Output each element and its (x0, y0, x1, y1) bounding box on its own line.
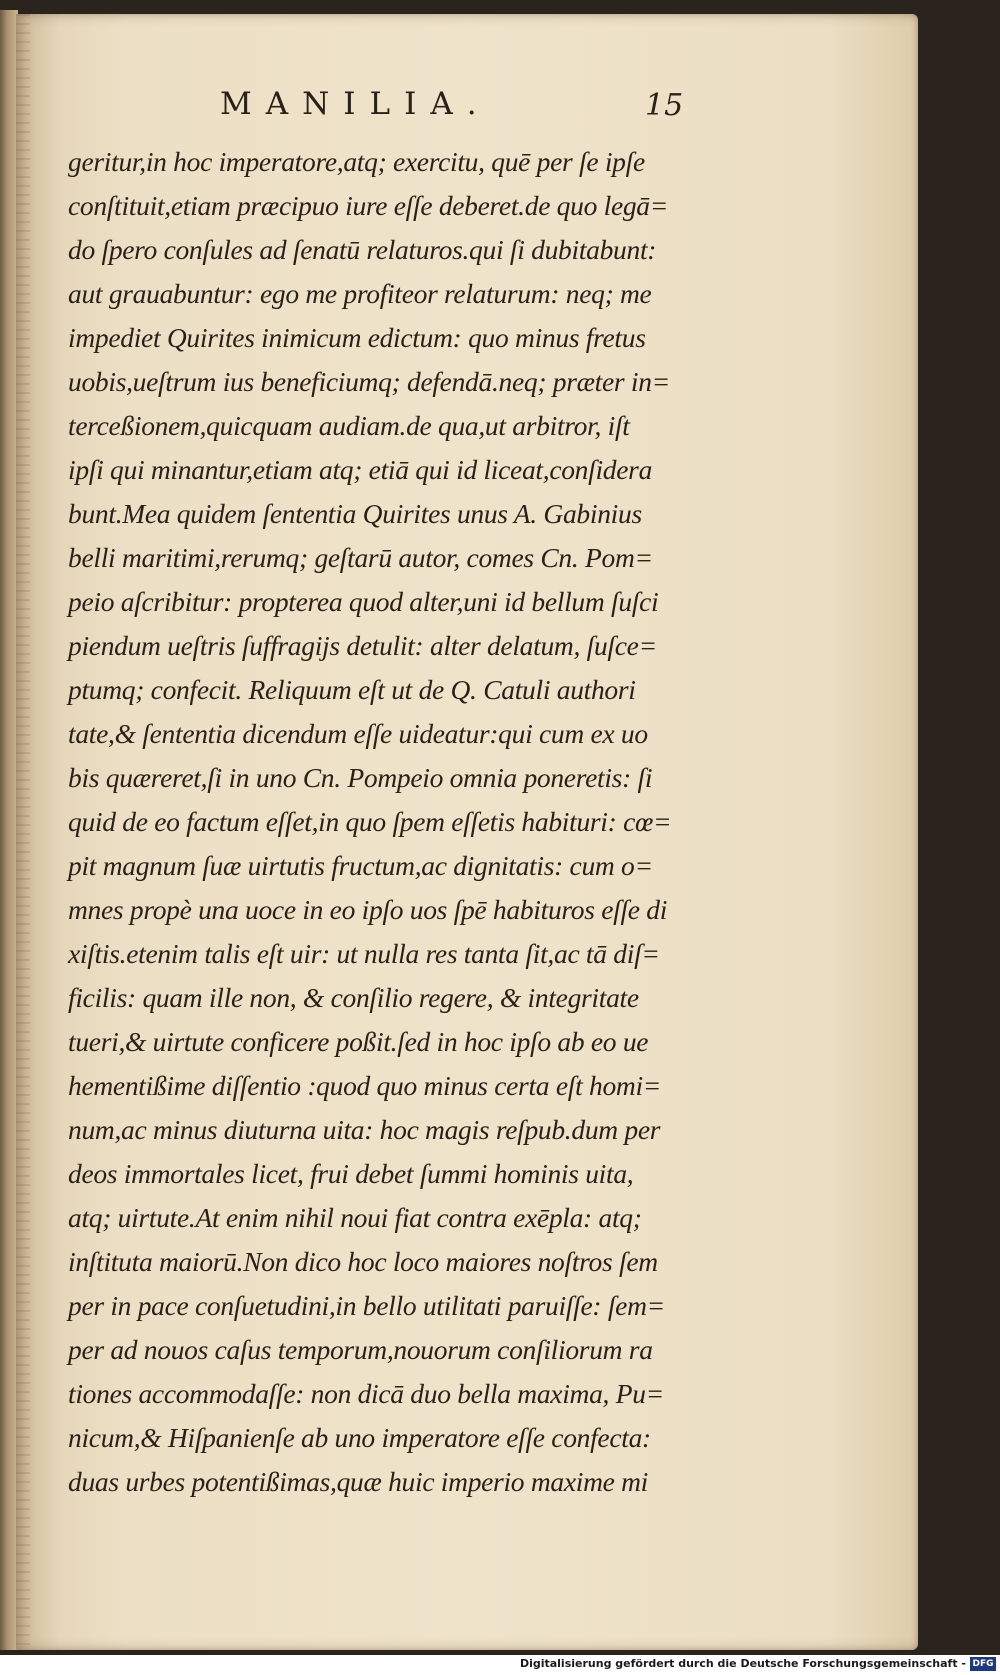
page-header (200, 86, 700, 136)
body-text (68, 140, 718, 1504)
page-gutter (16, 14, 30, 1650)
text-line: tiones accommodaſſe: non dicā duo bella maxima, Pu= (68, 1378, 664, 1409)
text-line: quid de eo factum eſſet,in quo ſpem eſſetis habituri: cœ= (68, 806, 672, 837)
text-line: conſtituit,etiam præcipuo iure eſſe deberet.de quo legā= (68, 190, 669, 221)
text-line: ipſi qui minantur,etiam atq; etiā qui id liceat,conſidera (68, 454, 653, 485)
text-line: deos immortales licet, frui debet ſummi hominis uita, (68, 1158, 634, 1189)
text-line: belli maritimi,rerumq; geſtarū autor, comes Cn. Pom= (68, 542, 653, 573)
text-line: nicum,& Hiſpanienſe ab uno imperatore eſſe confecta: (68, 1422, 651, 1453)
text-line: terceßionem,quicquam audiam.de qua,ut arbitror, iſt (68, 410, 630, 441)
text-line: tate,& ſententia dicendum eſſe uideatur:qui cum ex uo (68, 718, 648, 749)
text-line: per in pace conſuetudini,in bello utilitati paruiſſe: ſem= (68, 1290, 665, 1321)
text-line: piendum ueſtris ſuffragijs detulit: alter delatum, ſuſce= (68, 630, 657, 661)
text-line: mnes propè una uoce in eo ipſo uos ſpē habituros eſſe di (68, 894, 668, 925)
text-line: aut grauabuntur: ego me profiteor relaturum: neq; me (68, 278, 652, 309)
text-line: geritur,in hoc imperatore,atq; exercitu, quē per ſe ipſe (68, 146, 645, 177)
dfg-logo: DFG (970, 1657, 996, 1671)
page-number: 15 (645, 88, 684, 123)
text-line: duas urbes potentißimas,quæ huic imperio maxime mi (68, 1466, 649, 1497)
text-line: hementißime diſſentio :quod quo minus certa eſt homi= (68, 1070, 662, 1101)
text-line: peio aſcribitur: propterea quod alter,uni id bellum ſuſci (68, 586, 659, 617)
text-line: xiſtis.etenim talis eſt uir: ut nulla res tanta ſit,ac tā diſ= (68, 938, 660, 969)
digitization-footer (0, 1655, 1000, 1675)
running-head: MANILIA. (220, 86, 491, 122)
text-line: inſtituta maiorū.Non dico hoc loco maiores noſtros ſem (68, 1246, 658, 1277)
text-line: atq; uirtute.At enim nihil noui fiat contra exēpla: atq; (68, 1202, 642, 1233)
text-line: impediet Quirites inimicum edictum: quo minus fretus (68, 322, 646, 353)
text-line: ficilis: quam ille non, & conſilio regere, & integritate (68, 982, 639, 1013)
text-line: uobis,ueſtrum ius beneficiumq; defendā.neq; præter in= (68, 366, 670, 397)
text-line: tueri,& uirtute conficere poßit.ſed in hoc ipſo ab eo ue (68, 1026, 649, 1057)
text-line: bunt.Mea quidem ſententia Quirites unus A. Gabinius (68, 498, 642, 529)
text-line: ptumq; confecit. Reliquum eſt ut de Q. Catuli authori (68, 674, 636, 705)
text-line: do ſpero conſules ad ſenatū relaturos.qui ſi dubitabunt: (68, 234, 657, 265)
text-line: per ad nouos caſus temporum,nouorum conſiliorum ra (68, 1334, 653, 1365)
funding-credit: Digitalisierung gefördert durch die Deutsche Forschungsgemeinschaft - (519, 1657, 966, 1670)
text-line: pit magnum ſuæ uirtutis fructum,ac dignitatis: cum o= (68, 850, 653, 881)
text-line: num,ac minus diuturna uita: hoc magis reſpub.dum per (68, 1114, 661, 1145)
text-line: bis quæreret,ſi in uno Cn. Pompeio omnia poneretis: ſi (68, 762, 653, 793)
